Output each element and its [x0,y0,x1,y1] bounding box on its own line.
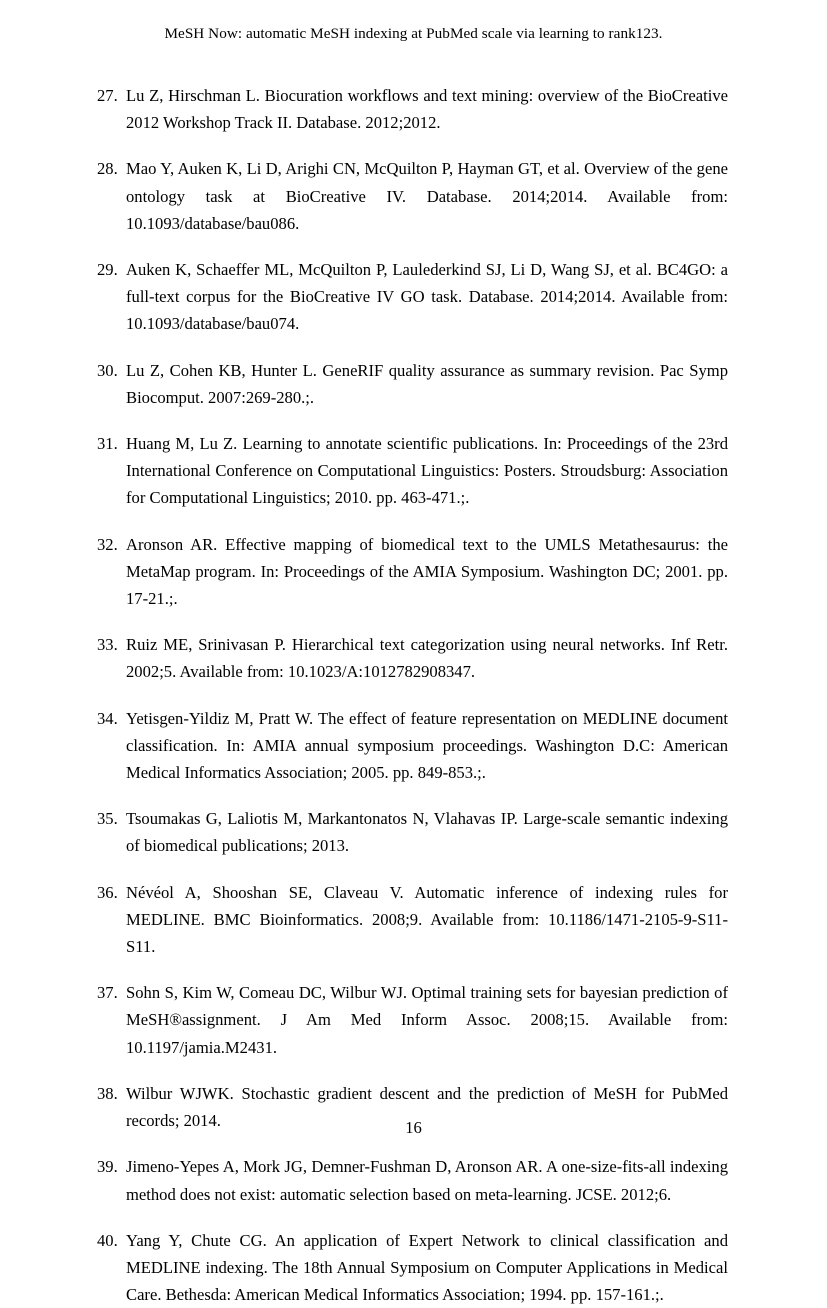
reference-number: 34. [97,708,118,728]
reference-text: Jimeno-Yepes A, Mork JG, Demner-Fushman D, Aronson AR. A one-size-fits-all indexing method does not exist: automatic selection based on meta-learning. JCSE. 2012;6. [126,1157,728,1204]
reference-text: Lu Z, Cohen KB, Hunter L. GeneRIF quality assurance as summary revision. Pac Symp Biocomput. 2007:269-280.;. [126,360,728,407]
reference-entry [97,357,728,411]
reference-number: 37. [97,983,118,1003]
reference-text: Mao Y, Auken K, Li D, Arighi CN, McQuilton P, Hayman GT, et al. Overview of the gene ontology task at BioCreative IV. Database. 2014;2014. Available from: 10.1093/database/bau086. [126,159,728,233]
reference-entry [97,1227,728,1308]
running-head: MeSH Now: automatic MeSH indexing at PubMed scale via learning to rank123. [164,25,663,42]
reference-text: Wilbur WJWK. Stochastic gradient descent and the prediction of MeSH for PubMed records; 2014. [126,1083,728,1131]
reference-number: 27. [97,86,118,105]
reference-entry [97,979,728,1061]
reference-text: Aronson AR. Effective mapping of biomedical text to the UMLS Metathesaurus: the MetaMap program. In: Proceedings of the AMIA Symposium. Washington DC; 2001. pp. 17-21.;. [126,534,728,609]
reference-entry [97,631,728,685]
reference-text: Huang M, Lu Z. Learning to annotate scientific publications. In: Proceedings of the 23rd International Conference on Computational Linguistics: Posters. Stroudsburg: Association for Computational Linguistics; 2010. pp. 463-471.;. [126,434,728,508]
reference-number: 39. [97,1157,118,1177]
page-number: 16 [405,1118,422,1137]
reference-number: 33. [97,635,118,655]
reference-entry [97,531,728,613]
reference-text: Tsoumakas G, Laliotis M, Markantonatos N, Vlahavas IP. Large-scale semantic indexing of biomedical publications; 2013. [126,809,728,856]
reference-number: 40. [97,1230,118,1250]
reference-number: 28. [97,159,118,179]
reference-number: 29. [97,260,118,280]
reference-text: Névéol A, Shooshan SE, Claveau V. Automatic inference of indexing rules for MEDLINE. BMC Bioinformatics. 2008;9. Available from: 10.1186/1471-2105-9-S11-S11. [126,882,728,957]
reference-entry [97,82,728,136]
reference-entry [97,705,728,787]
reference-number: 30. [97,360,118,380]
reference-text: Yetisgen-Yildiz M, Pratt W. The effect of feature representation on MEDLINE document classification. In: AMIA annual symposium proceedings. Washington D.C: American Medical Informatics Association; 2005. pp. 849-853.;. [126,708,728,783]
reference-text: Yang Y, Chute CG. An application of Expert Network to clinical classification and MEDLINE indexing. The 18th Annual Symposium on Computer Applications in Medical Care. Bethesda: American Medical Informatics Association; 1994. pp. 157-161.;. [126,1230,728,1305]
reference-number: 38. [97,1083,118,1103]
reference-number: 32. [97,534,118,554]
reference-entry [97,879,728,961]
reference-text: Ruiz ME, Srinivasan P. Hierarchical text categorization using neural networks. Inf Retr. 2002;5. Available from: 10.1023/A:1012782908347. [126,635,728,682]
reference-number: 36. [97,882,118,902]
reference-text: Sohn S, Kim W, Comeau DC, Wilbur WJ. Optimal training sets for bayesian prediction of MeSH®assignment. J Am Med Inform Assoc. 2008;15. Available from: 10.1197/jamia.M2431. [126,983,728,1057]
reference-number: 31. [97,434,118,454]
reference-entry [97,155,728,237]
reference-text: Lu Z, Hirschman L. Biocuration workflows and text mining: overview of the BioCreative 2012 Workshop Track II. Database. 2012;2012. [126,86,728,133]
reference-entry [97,430,728,512]
reference-entry [97,256,728,338]
reference-text: Auken K, Schaeffer ML, McQuilton P, Laulederkind SJ, Li D, Wang SJ, et al. BC4GO: a full-text corpus for the BioCreative IV GO task. Database. 2014;2014. Available from: 10.1093/database/bau074. [126,260,728,334]
reference-entry [97,805,728,859]
reference-entry [97,1153,728,1207]
reference-number: 35. [97,809,118,829]
